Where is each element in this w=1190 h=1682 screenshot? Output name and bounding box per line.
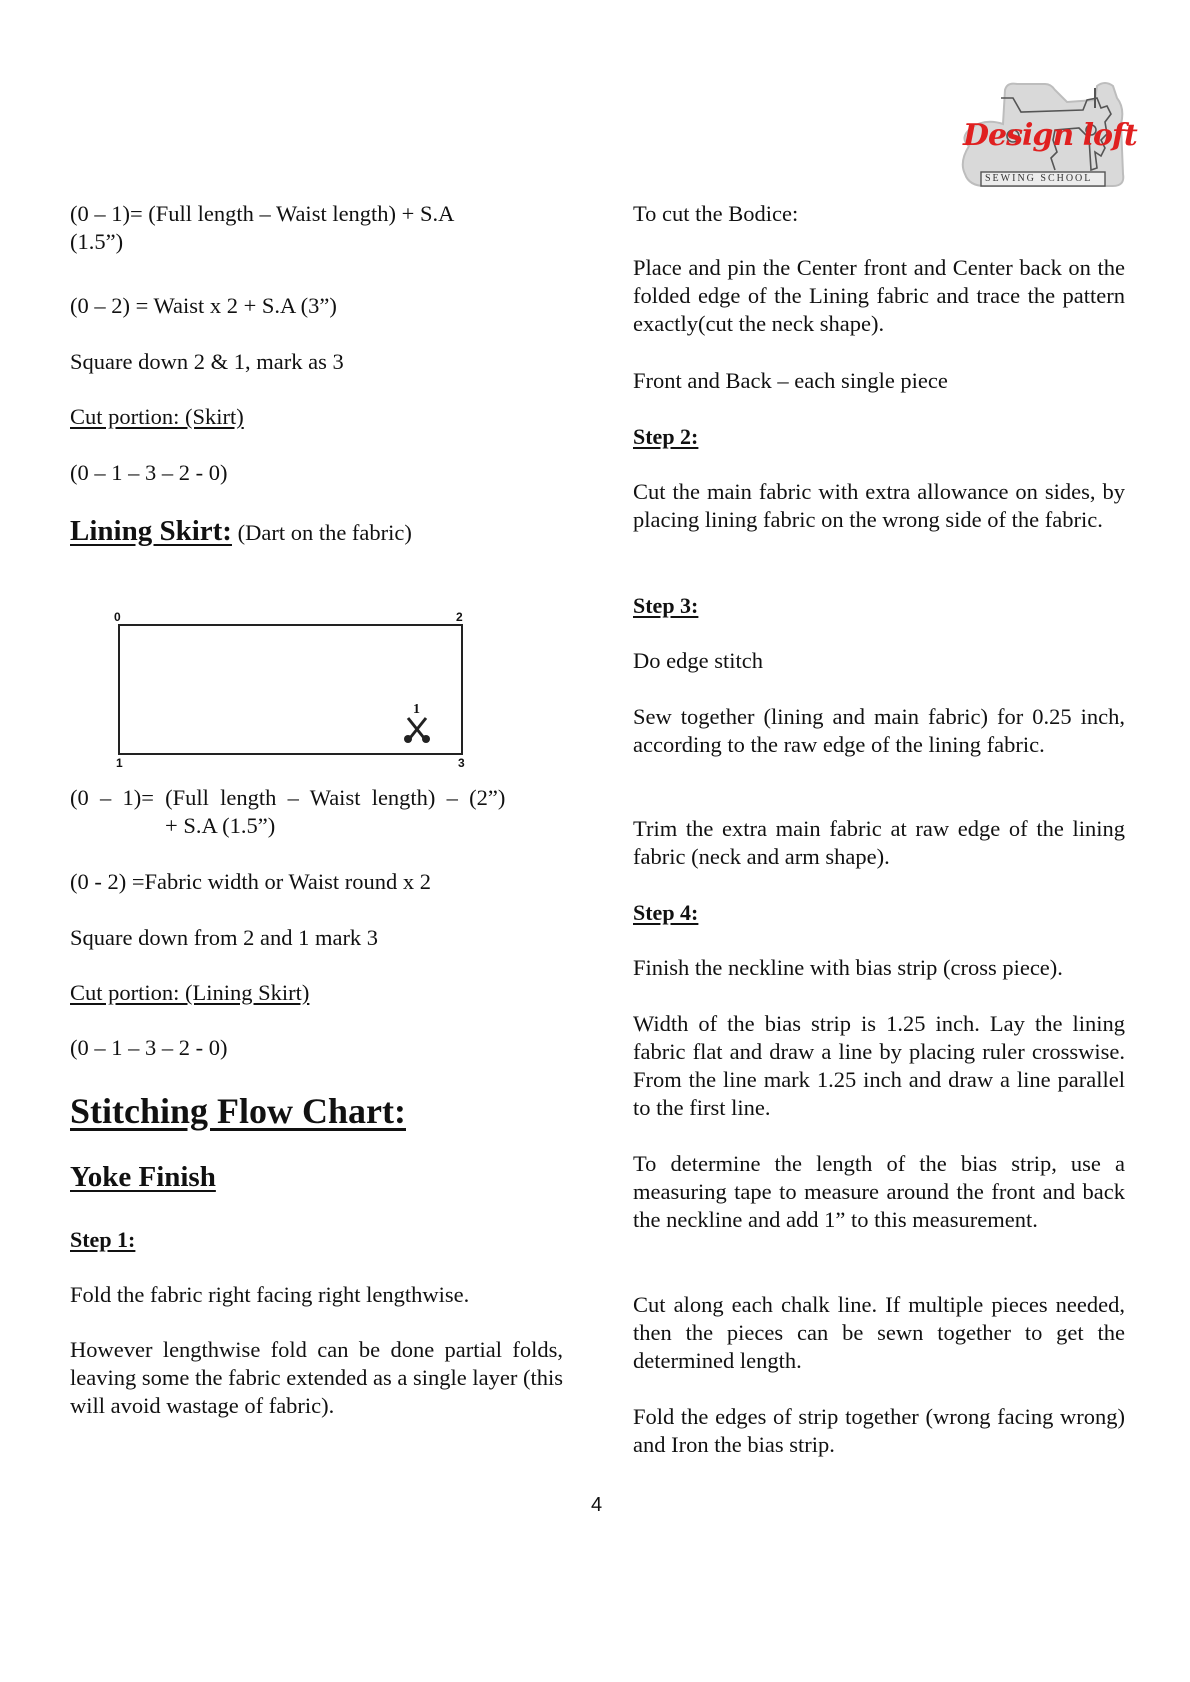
skirt-formula-1-line1: (0 – 1)= (Full length – Waist length) + S.A	[70, 201, 455, 226]
lining-formula-1	[70, 784, 505, 840]
skirt-cut-path: (0 – 1 – 3 – 2 - 0)	[70, 460, 228, 485]
logo-script: Design loft	[963, 118, 1137, 153]
step-4-label: Step 4:	[633, 900, 699, 925]
step-2-label: Step 2:	[633, 424, 699, 449]
scissor-mark-label: 1	[413, 702, 420, 717]
step-3-trim: Trim the extra main fabric at raw edge of the lining fabric (neck and arm shape).	[633, 816, 1125, 869]
step-3-label: Step 3:	[633, 593, 699, 618]
page-number: 4	[591, 1494, 603, 1516]
lining-cut-path: (0 – 1 – 3 – 2 - 0)	[70, 1035, 228, 1060]
step-4-width: Width of the bias strip is 1.25 inch. Lay the lining fabric flat and draw a line by placing ruler crosswise. From the line mark 1.25 inch and draw a line parallel to the first line.	[633, 1011, 1125, 1120]
skirt-formula-1-line2: (1.5”)	[70, 229, 124, 254]
lining-formula-1-line1: (0 – 1)= (Full length – Waist length) – (2”)	[70, 785, 506, 810]
logo	[955, 78, 1137, 196]
lining-formula-1-line2: + S.A (1.5”)	[165, 813, 276, 838]
step-1-label: Step 1:	[70, 1227, 136, 1252]
yoke-finish-heading: Yoke Finish	[70, 1161, 216, 1193]
skirt-formula-2: (0 – 2) = Waist x 2 + S.A (3”)	[70, 293, 337, 318]
skirt-formula-1	[70, 200, 454, 256]
scissors-icon	[402, 714, 432, 744]
skirt-cut-label: Cut portion: (Skirt)	[70, 404, 244, 429]
logo-subtitle: SEWING SCHOOL	[985, 173, 1093, 184]
lining-skirt-diagram	[100, 608, 480, 768]
step-4-length: To determine the length of the bias strip, use a measuring tape to measure around the front and back the neckline and add 1” to this measurement.	[633, 1151, 1125, 1232]
lining-skirt-title: Lining Skirt:	[70, 515, 232, 547]
lining-formula-2: (0 - 2) =Fabric width or Waist round x 2	[70, 869, 432, 894]
diagram-point-2: 2	[456, 610, 463, 624]
lining-skirt-note: (Dart on the fabric)	[231, 520, 412, 545]
step-4-text: Finish the neckline with bias strip (cross piece).	[633, 955, 1063, 980]
bodice-text: Place and pin the Center front and Center back on the folded edge of the Lining fabric and trace the pattern exactly(cut the neck shape).	[633, 255, 1125, 336]
step-3-sew: Sew together (lining and main fabric) for 0.25 inch, according to the raw edge of the lining fabric.	[633, 704, 1125, 757]
stitching-flow-heading: Stitching Flow Chart:	[70, 1091, 406, 1131]
step-3-text: Do edge stitch	[633, 648, 763, 673]
bodice-pieces: Front and Back – each single piece	[633, 368, 948, 393]
skirt-square-text: Square down 2 & 1, mark as 3	[70, 349, 344, 374]
lining-cut-label: Cut portion: (Lining Skirt)	[70, 980, 310, 1005]
step-4-fold: Fold the edges of strip together (wrong facing wrong) and Iron the bias strip.	[633, 1404, 1125, 1457]
diagram-point-1: 1	[116, 756, 123, 770]
diagram-point-3: 3	[458, 756, 465, 770]
step-4-cut: Cut along each chalk line. If multiple pieces needed, then the pieces can be sewn together to get the determined length.	[633, 1292, 1125, 1373]
step-1-text: Fold the fabric right facing right lengthwise.	[70, 1282, 470, 1307]
bodice-heading: To cut the Bodice:	[633, 201, 799, 226]
step-1-note: However lengthwise fold can be done partial folds, leaving some the fabric extended as a single layer (this will avoid wastage of fabric).	[70, 1337, 563, 1418]
lining-skirt-heading	[70, 514, 412, 553]
step-2-text: Cut the main fabric with extra allowance on sides, by placing lining fabric on the wrong side of the fabric.	[633, 479, 1125, 532]
lining-square-text: Square down from 2 and 1 mark 3	[70, 925, 379, 950]
diagram-point-0: 0	[114, 610, 121, 624]
